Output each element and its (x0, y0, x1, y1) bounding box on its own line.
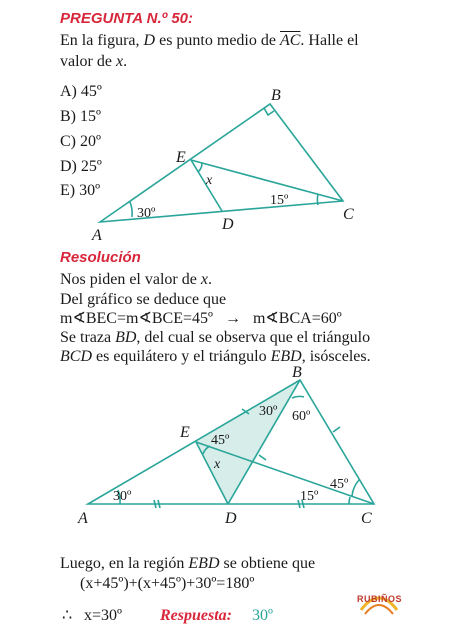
option-value: 25º (80, 158, 102, 175)
res-text: es equilátero y el triángulo (92, 348, 271, 365)
fig2-angle-a: 30º (113, 489, 132, 504)
triangle-abc (100, 104, 343, 222)
fig2-label-d: D (225, 510, 237, 527)
stem-point-D: D (143, 32, 156, 49)
fig1-angle-c: 15º (270, 193, 289, 208)
fig2-angle-b-right: 60º (292, 409, 311, 424)
angle-arc-c-lower (349, 497, 350, 504)
option-letter: E) (60, 182, 76, 199)
fig1-label-e: E (176, 149, 186, 166)
stem-text: En la figura, (60, 32, 144, 49)
logo-text: RUBIÑOS (357, 594, 403, 604)
concl-triangle-ebd: EBD (188, 555, 220, 572)
res-triangle-ebd: EBD (270, 348, 302, 365)
angle-arc-e (198, 163, 202, 172)
figure-2-triangle (0, 360, 453, 535)
option-value: 45º (80, 83, 102, 100)
resolution-line3: m∢BEC=m∢BCE=45º → m∢BCA=60º (60, 310, 342, 327)
fig1-label-c: C (343, 206, 354, 223)
conclusion-line1 (60, 554, 315, 574)
res-text: Nos piden el valor de (60, 271, 201, 288)
fig1-angle-a: 30º (137, 206, 156, 221)
question-heading: PREGUNTA N.º 50: (60, 10, 193, 27)
option-letter: C) (60, 133, 76, 150)
angle-arc-c (317, 194, 318, 205)
fig2-angle-e: 45º (211, 433, 230, 448)
angle-arc-c-upper (352, 480, 359, 496)
option-letter: B) (60, 108, 76, 125)
res-variable-x: x (200, 271, 208, 288)
option-letter: D) (60, 158, 77, 175)
publisher-logo (355, 584, 403, 620)
stem-segment-AC: $\overline{AC}$ (279, 32, 301, 49)
fig1-label-b: B (271, 87, 281, 104)
res-text: Se traza (60, 329, 116, 346)
segment-ec (191, 160, 343, 201)
stem-text: . Halle el (300, 32, 359, 49)
concl-text: Luego, en la región (60, 555, 189, 572)
fig2-label-a: A (78, 510, 88, 527)
stem-text: . (123, 53, 128, 70)
stem-text: valor de (60, 53, 116, 70)
res-triangle-bcd: BCD (60, 348, 92, 365)
fig2-label-b: B (292, 364, 302, 381)
fig2-angle-c-upper: 45º (330, 477, 349, 492)
stem-text: es punto medio de (155, 32, 280, 49)
option-value: 20º (80, 133, 101, 150)
res-text: . (207, 271, 212, 288)
res-text: , isósceles. (301, 348, 371, 365)
resolution-line1 (60, 270, 212, 290)
option-letter: A) (60, 83, 77, 100)
conclusion-result: x=30º (84, 607, 122, 624)
fig2-angle-c-lower: 15º (300, 489, 319, 504)
stem-variable-x: x (115, 53, 124, 70)
fig1-label-d: D (222, 216, 234, 233)
figure-1-triangle (0, 0, 453, 250)
res-segment-bd: BD (115, 329, 137, 346)
resolution-line4 (60, 328, 370, 348)
res-text: , del cual se observa que el triángulo (136, 329, 371, 346)
angle-arc-b (292, 396, 304, 398)
resolution-line2: Del gráfico se deduce que (60, 291, 227, 308)
angle-arc-a (130, 202, 132, 217)
conclusion-equation: (x+45º)+(x+45º)+30º=180º (80, 575, 255, 592)
fig1-label-x: x (206, 173, 213, 188)
option-value: 15º (80, 108, 101, 125)
resolution-heading: Resolución (60, 249, 141, 266)
option-value: 30º (79, 182, 101, 199)
fig2-label-e: E (180, 424, 190, 441)
answer-value: 30º (252, 607, 273, 624)
concl-text: se obtiene que (219, 555, 316, 572)
therefore-symbol: ∴ (62, 607, 73, 624)
fig2-label-x: x (214, 457, 221, 472)
right-angle-mark-b (264, 108, 274, 115)
fig2-angle-b-left: 30º (259, 404, 278, 419)
answer-label: Respuesta: (160, 607, 232, 624)
fig1-label-a: A (92, 227, 102, 244)
fig2-label-c: C (361, 510, 372, 527)
